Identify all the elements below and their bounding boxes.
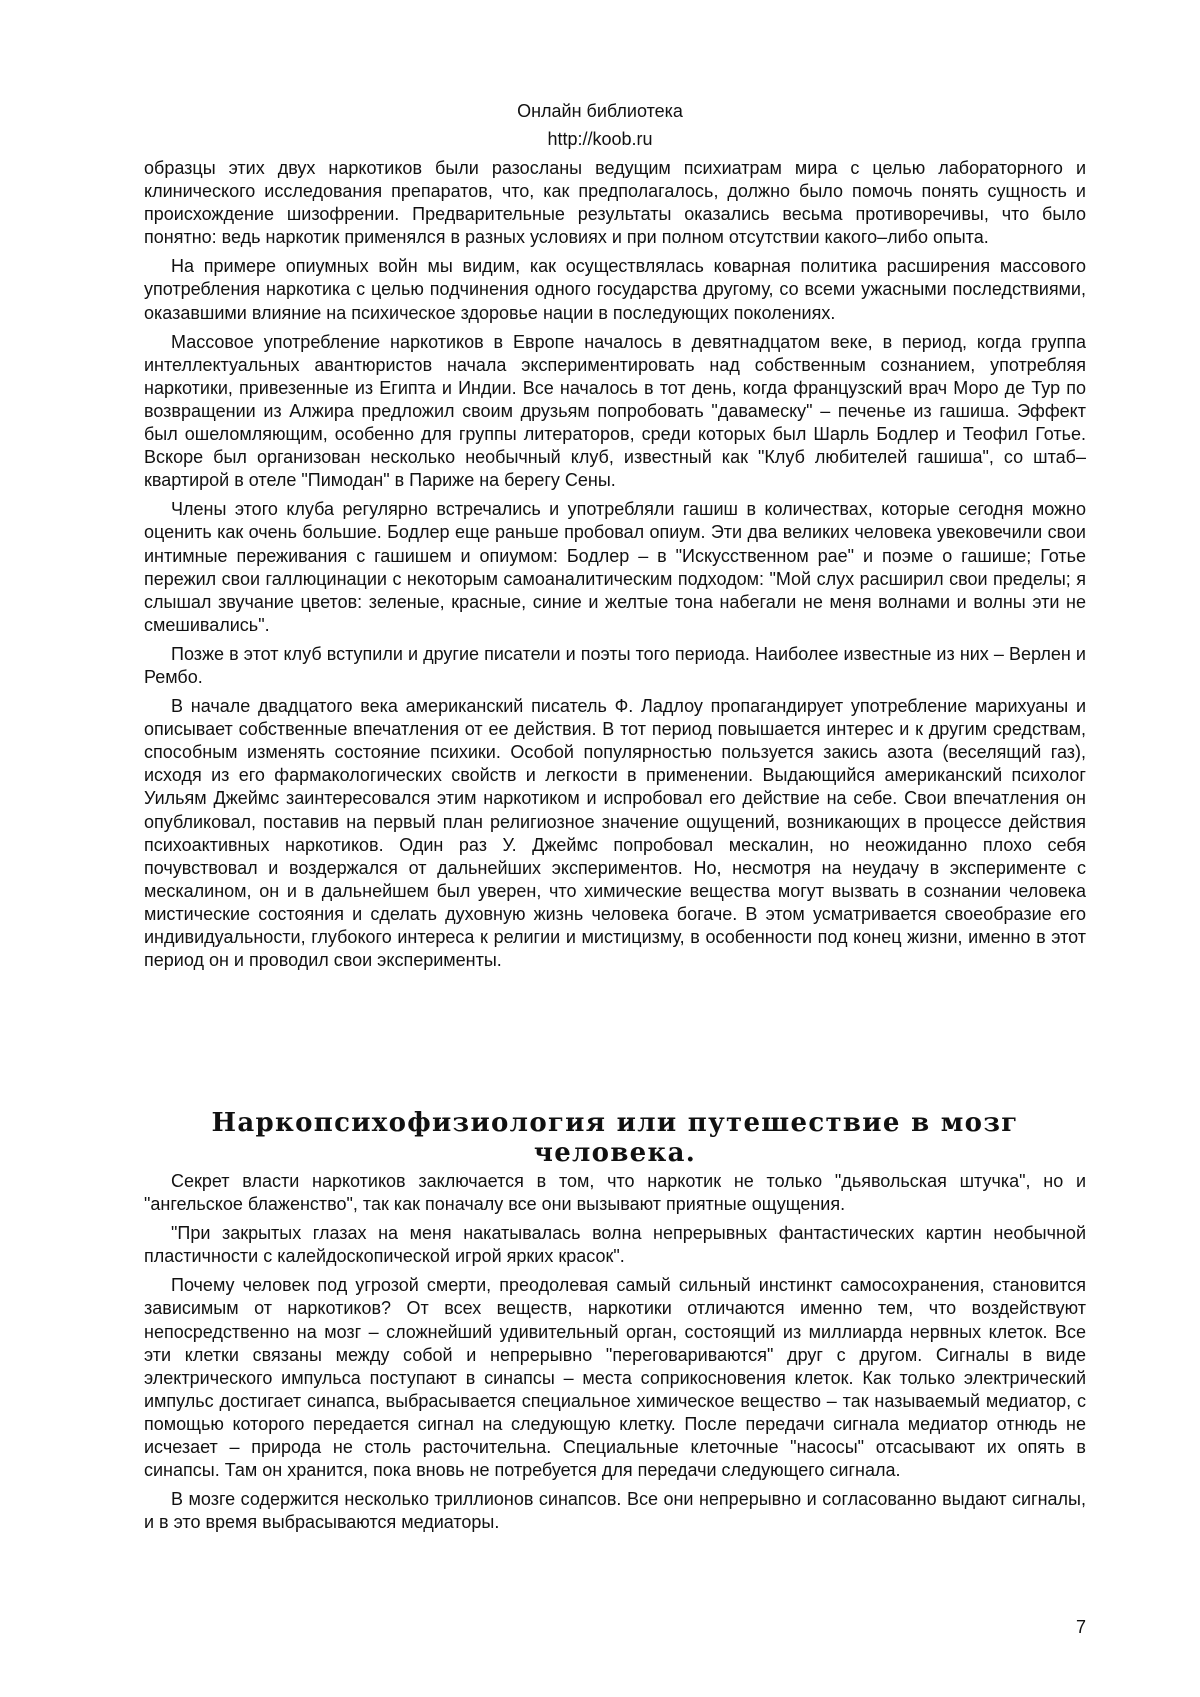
paragraph: образцы этих двух наркотиков были разосланы ведущим психиатрам мира с целью лабораторного и клинического исследования препаратов, что, как предполагалось, должно было помочь понять сущность и происхождение шизофрении. Предварительные результаты оказались весьма противоречивы, что было понятно: ведь наркотик применялся в разных условиях и при полном отсутствии какого–либо опыта. <box>144 158 1086 248</box>
paragraph: На примере опиумных войн мы видим, как осуществлялась коварная политика расширения массового употребления наркотика с целью подчинения одного государства другому, со всеми ужасными последствиями, оказавшими влияние на психическое здоровье нации в последующих поколениях. <box>144 256 1086 323</box>
paragraph: Массовое употребление наркотиков в Европе началось в девятнадцатом веке, в период, когда группа интеллектуальных авантюристов начала экспериментировать над собственным сознанием, употребляя наркотики, привезенные из Египта и Индии. Все началось в тот день, когда французский врач Моро де Тур по возвращении из Алжира предложил своим друзьям попробовать "давамеску" – печенье из гашиша. Эффект был ошеломляющим, особенно для группы литераторов, среди которых был Шарль Бодлер и Теофил Готье. Вскоре был организован несколько необычный клуб, известный как "Клуб любителей гашиша", со штаб–квартирой в отеле "Пимодан" в Париже на берегу Сены. <box>144 331 1086 491</box>
paragraph: Позже в этот клуб вступили и другие писатели и поэты того периода. Наиболее известные из них – Верлен и Рембо. <box>144 643 1086 687</box>
section-heading: Наркопсихофизиология или путешествие в мозг человека. <box>211 1108 1019 1168</box>
header-library-title: Онлайн библиотека <box>517 101 683 121</box>
paragraph: Члены этого клуба регулярно встречались и употребляли гашиш в количествах, которые сегодня можно оценить как очень большие. Бодлер еще раньше пробовал опиум. Эти два великих человека увековечили свои интимные переживания с гашишем и опиумом: Бодлер – в "Искусственном рае" и поэме о гашише; Готье пережил свои галлюцинации с некоторым самоаналитическим подходом: "Мой слух расширил свои пределы; я слышал звучание цветов: зеленые, красные, синие и желтые тона набегали не меня волнами и волны эти не смешивались". <box>144 499 1086 635</box>
body-section-2 <box>144 1170 1086 1540</box>
paragraph: Почему человек под угрозой смерти, преодолевая самый сильный инстинкт самосохранения, становится зависимым от наркотиков? От всех веществ, наркотики отличаются именно тем, что воздействуют непосредственно на мозг – сложнейший удивительный орган, состоящий из миллиарда нервных клеток. Все эти клетки связаны между собой и непрерывно "переговариваются" друг с другом. Сигналы в виде электрического импульса поступают в синапсы – места соприкосновения клеток. Как только электрический импульс достигает синапса, выбрасывается специальное химическое вещество – так называемый медиатор, с помощью которого передается сигнал на следующую клетку. После передачи сигнала медиатор отнюдь не исчезает – природа не столь расточительна. Специальные клеточные "насосы" отсасывают их опять в синапсы. Там он хранится, пока вновь не потребуется для передачи следующего сигнала. <box>144 1275 1086 1481</box>
paragraph: "При закрытых глазах на меня накатывалась волна непрерывных фантастических картин необычной пластичности с калейдоскопической игрой ярких красок". <box>144 1223 1086 1267</box>
paragraph: Секрет власти наркотиков заключается в том, что наркотик не только "дьявольская штучка", но и "ангельское блаженство", так как поначалу все они вызывают приятные ощущения. <box>144 1171 1086 1215</box>
body-section-1 <box>144 157 1086 978</box>
paragraph: В начале двадцатого века американский писатель Ф. Ладлоу пропагандирует употребление марихуаны и описывает собственные впечатления от ее действия. В тот период повышается интерес и к другим средствам, способным изменять состояние психики. Особой популярностью пользуется закись азота (веселящий газ), исходя из его фармакологических свойств и легкости в применении. Выдающийся американский психолог Уильям Джеймс заинтересовался этим наркотиком и испробовал его действие на себе. Свои впечатления он опубликовал, поставив на первый план религиозное значение ощущений, возникающих в процессе действия психоактивных наркотиков. Один раз У. Джеймс попробовал мескалин, но неожиданно плохо себя почувствовал и воздержался от дальнейших экспериментов. Но, несмотря на неудачу в эксперименте с мескалином, он и в дальнейшем был уверен, что химические вещества могут вызвать в сознании человека мистические состояния и сделать духовную жизнь человека богаче. В этом усматривается своеобразие его индивидуальности, глубокого интереса к религии и мистицизму, в особенности под конец жизни, именно в этот период он и проводил свои эксперименты. <box>144 696 1086 971</box>
page-number: 7 <box>1075 1617 1086 1637</box>
paragraph: В мозге содержится несколько триллионов синапсов. Все они непрерывно и согласованно выдают сигналы, и в это время выбрасываются медиаторы. <box>144 1489 1086 1533</box>
header-url[interactable]: http://koob.ru <box>547 129 653 149</box>
